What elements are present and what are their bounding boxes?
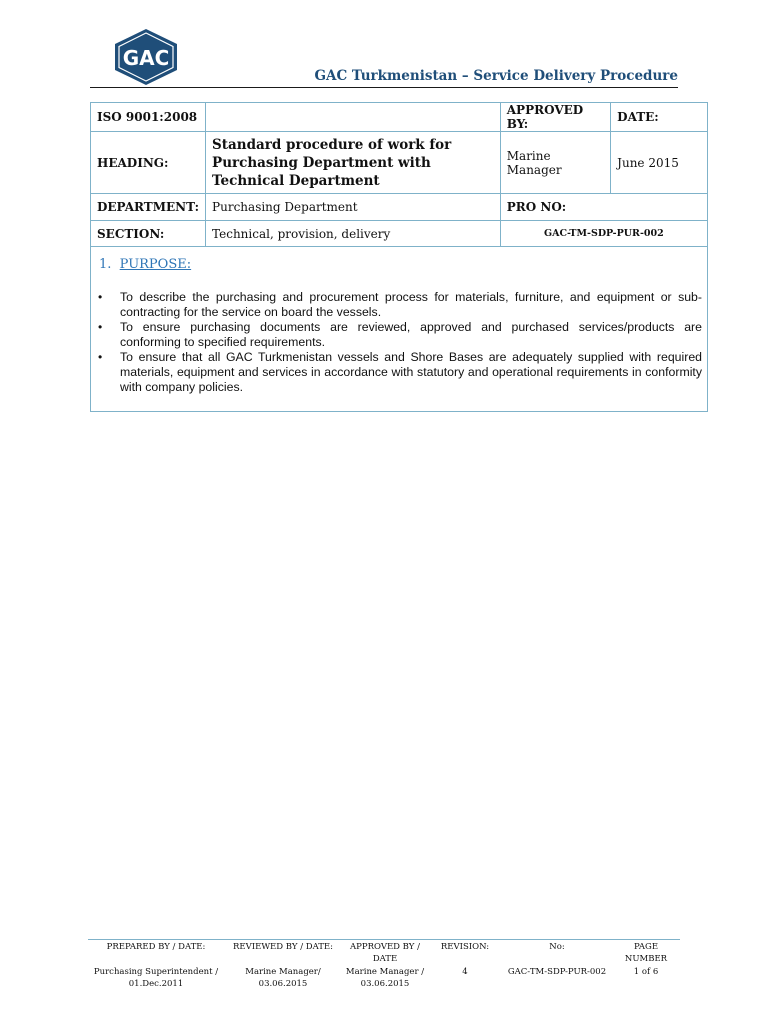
footer-approved: [342, 940, 428, 990]
document-meta-table: [90, 102, 708, 247]
list-item: • To describe the purchasing and procurement process for materials, furniture, and equipment or sub-contracting for the service on board the vessels.: [96, 290, 702, 320]
meta-row-iso: [91, 103, 708, 132]
footer-doc-no-value: GAC-TM-SDP-PUR-002: [507, 967, 607, 977]
section-value: Technical, provision, delivery: [206, 221, 501, 247]
footer-reviewed: [224, 940, 342, 990]
department-value: Purchasing Department: [206, 194, 501, 221]
purpose-title: PURPOSE:: [119, 257, 192, 272]
section-label: SECTION:: [91, 221, 206, 247]
header-divider: [90, 87, 678, 88]
footer-reviewed-value: Marine Manager/ 03.06.2015: [245, 967, 321, 989]
footer-prepared-value: Purchasing Superintendent / 01.Dec.2011: [93, 967, 219, 989]
footer-approved-value: Marine Manager / 03.06.2015: [345, 967, 425, 989]
empty-cell: [206, 103, 501, 132]
date-value: June 2015: [611, 132, 708, 194]
footer-reviewed-label: REVIEWED BY / DATE:: [233, 942, 333, 952]
meta-row-department: [91, 194, 708, 221]
footer-revision-label: REVISION:: [440, 942, 490, 952]
list-item: • To ensure purchasing documents are reviewed, approved and purchased services/products are conforming to specified requirements.: [96, 320, 702, 350]
footer-revision-value: 4: [462, 967, 468, 977]
approved-by-value: Marine Manager: [500, 132, 610, 194]
footer-doc-no: [502, 940, 612, 990]
footer-prepared: [88, 940, 224, 990]
purpose-section: [90, 242, 708, 412]
footer-doc-no-label: No:: [549, 942, 565, 952]
document-header-title: GAC Turkmenistan – Service Delivery Procedure: [314, 68, 678, 84]
gac-logo: [113, 28, 179, 86]
meta-row-heading: [91, 132, 708, 194]
footer-page-value: 1 of 6: [633, 967, 659, 977]
pro-no-value: GAC-TM-SDP-PUR-002: [500, 221, 707, 247]
document-footer: [88, 939, 680, 990]
purpose-number: 1.: [99, 257, 112, 272]
iso-standard: ISO 9001:2008: [91, 103, 206, 132]
gac-logo-text: GAC: [122, 46, 170, 70]
department-label: DEPARTMENT:: [91, 194, 206, 221]
date-label: DATE:: [611, 103, 708, 132]
footer-page-label: PAGE NUMBER: [624, 942, 668, 964]
heading-value: Standard procedure of work for Purchasing Department with Technical Department: [206, 132, 501, 194]
list-item: • To ensure that all GAC Turkmenistan vessels and Shore Bases are adequately supplied with required materials, equipment and services in accordance with statutory and operational requirements in conformity with company policies.: [96, 350, 702, 395]
pro-no-label: PRO NO:: [500, 194, 707, 221]
footer-revision: [428, 940, 502, 990]
approved-by-label: APPROVED BY:: [500, 103, 610, 132]
purpose-heading: [99, 257, 191, 272]
footer-page: [612, 940, 680, 990]
purpose-list: [96, 290, 702, 395]
footer-prepared-label: PREPARED BY / DATE:: [106, 942, 206, 952]
heading-label: HEADING:: [91, 132, 206, 194]
footer-approved-label: APPROVED BY / DATE: [350, 942, 420, 964]
